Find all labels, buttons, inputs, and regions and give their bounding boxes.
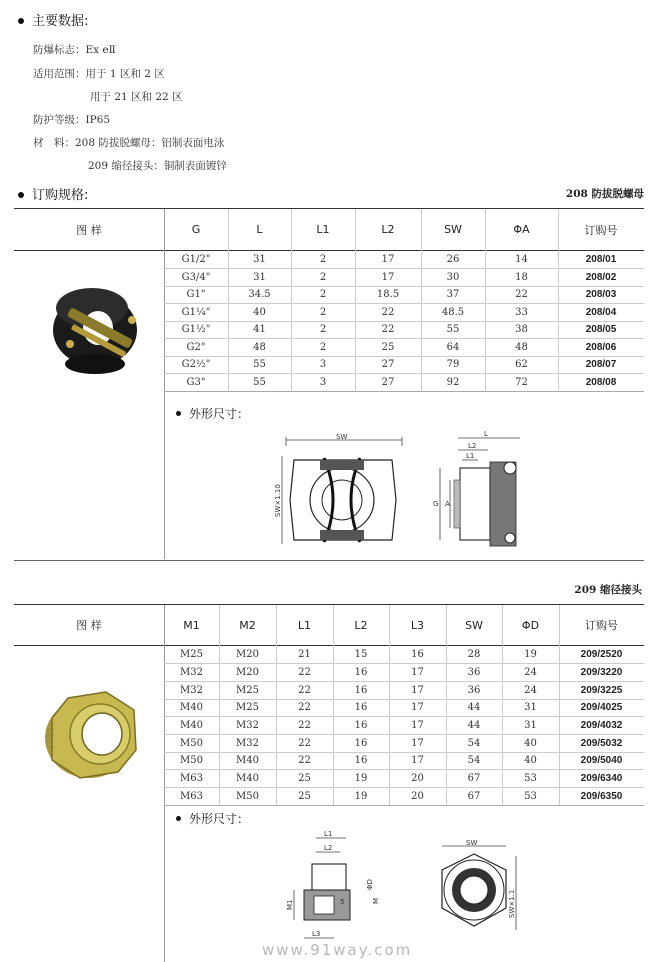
table-cell: M25 <box>219 699 276 717</box>
table-cell: 209/3225 <box>559 681 644 699</box>
table-cell: 209/3220 <box>559 664 644 682</box>
th-l2: L2 <box>381 223 395 236</box>
drawing-208-side <box>428 428 528 552</box>
table-cell: 17 <box>389 699 446 717</box>
table-cell: 209/6350 <box>559 788 644 806</box>
table-cell: 31 <box>502 717 559 735</box>
table-cell: 22 <box>276 752 333 770</box>
watermark-text: www.91way.com <box>262 941 413 959</box>
table-cell: 22 <box>276 734 333 752</box>
col-line <box>485 209 486 391</box>
drawing-209-front <box>432 840 524 936</box>
table-row <box>164 699 644 717</box>
table-cell: G1¼" <box>164 304 228 322</box>
table-cell: 40 <box>228 304 291 322</box>
table-cell: M40 <box>164 717 219 735</box>
table-row <box>164 339 644 357</box>
table-cell: 2 <box>291 286 355 304</box>
table-cell: 26 <box>421 251 485 269</box>
table-cell: 209/5040 <box>559 752 644 770</box>
table-row <box>164 788 644 806</box>
table-cell: 27 <box>355 356 421 374</box>
th-order-no: 订购号 <box>585 619 618 632</box>
table-cell: 44 <box>446 699 502 717</box>
table-cell: G3" <box>164 374 228 392</box>
table209-rows-end <box>164 805 644 806</box>
table-cell: 22 <box>276 681 333 699</box>
table-cell: 208/07 <box>558 356 644 374</box>
table-cell: M40 <box>219 752 276 770</box>
table-cell: M50 <box>164 752 219 770</box>
drawing-label-swx: SW×1.1 <box>508 889 516 918</box>
table209-body <box>164 646 644 806</box>
table-cell: 25 <box>276 770 333 788</box>
th-m1: M1 <box>183 618 200 632</box>
drawing-label-l1: L1 <box>466 452 475 460</box>
table-cell: 37 <box>421 286 485 304</box>
table-cell: 62 <box>485 356 558 374</box>
th-g: G <box>191 223 201 236</box>
col-line <box>389 605 390 805</box>
table-cell: 79 <box>421 356 485 374</box>
spec-explosion-mark: 防爆标志：Ex eⅡ <box>33 44 116 56</box>
table-cell: 16 <box>333 717 389 735</box>
th-figure: 图 样 <box>76 223 102 237</box>
th-phia: ΦA <box>513 223 530 236</box>
table-cell: M32 <box>164 681 219 699</box>
bullet-icon <box>176 411 181 416</box>
table-cell: 17 <box>355 251 421 269</box>
table-cell: 21 <box>276 646 333 664</box>
table-cell: M40 <box>164 699 219 717</box>
table208-caption: 208 防拔脱螺母 <box>565 188 644 200</box>
table-cell: 38 <box>485 321 558 339</box>
drawing-label-sw: SW <box>466 840 478 847</box>
table-cell: 209/5032 <box>559 734 644 752</box>
table-cell: 25 <box>276 788 333 806</box>
table-cell: G2" <box>164 339 228 357</box>
order-spec-title-text: 订购规格: <box>32 188 89 203</box>
table209-shape-label <box>176 810 249 827</box>
table-cell: G3/4" <box>164 269 228 287</box>
drawing-label-g: G <box>433 500 439 508</box>
table-cell: 17 <box>389 752 446 770</box>
table-cell: M20 <box>219 664 276 682</box>
table-cell: M63 <box>164 770 219 788</box>
table-cell: 17 <box>389 717 446 735</box>
table-cell: 67 <box>446 770 502 788</box>
table-cell: 22 <box>276 699 333 717</box>
col-line <box>291 209 292 391</box>
table-cell: 30 <box>421 269 485 287</box>
table209-caption: 209 缩径接头 <box>574 584 642 596</box>
col-line <box>219 605 220 805</box>
table-row <box>164 717 644 735</box>
col-line <box>228 209 229 391</box>
table-cell: 55 <box>228 356 291 374</box>
table-cell: 208/04 <box>558 304 644 322</box>
drawing-label-m: M <box>372 897 380 904</box>
table-cell: 16 <box>333 664 389 682</box>
table-cell: 17 <box>389 681 446 699</box>
table209 <box>14 605 644 645</box>
table-cell: 16 <box>333 734 389 752</box>
table-cell: M50 <box>164 734 219 752</box>
table-cell: 72 <box>485 374 558 392</box>
table-cell: M63 <box>164 788 219 806</box>
table-cell: 17 <box>389 734 446 752</box>
th-l: L <box>256 223 263 236</box>
th-order-no: 订购号 <box>584 223 618 237</box>
col-line <box>421 209 422 391</box>
table-cell: M25 <box>164 646 219 664</box>
spec-protection-grade: 防护等级：IP65 <box>33 114 111 126</box>
table-cell: 24 <box>502 681 559 699</box>
drawing-label-phid: ΦD <box>366 879 374 890</box>
table-cell: G1½" <box>164 321 228 339</box>
drawing-label-l2: L2 <box>468 442 477 450</box>
table208-bottom-rule <box>14 560 644 561</box>
table209-shape-label-text: 外形尺寸： <box>189 812 250 826</box>
table-cell: 54 <box>446 734 502 752</box>
table-cell: 16 <box>333 681 389 699</box>
table-cell: 55 <box>228 374 291 392</box>
drawing-label-a: A <box>445 500 450 508</box>
drawing-208-front <box>272 432 412 552</box>
table-row <box>164 286 644 304</box>
drawing-label-l2: L2 <box>324 844 333 852</box>
table-cell: 22 <box>276 717 333 735</box>
table-cell: 53 <box>502 770 559 788</box>
table-cell: 55 <box>421 321 485 339</box>
table-row <box>164 374 644 392</box>
table-cell: 208/02 <box>558 269 644 287</box>
table-cell: 40 <box>502 734 559 752</box>
table-cell: G1/2" <box>164 251 228 269</box>
table-cell: 22 <box>276 664 333 682</box>
table-cell: 16 <box>333 699 389 717</box>
table-cell: 17 <box>355 269 421 287</box>
main-data-title-text: 主要数据: <box>32 14 89 29</box>
table-cell: G2½" <box>164 356 228 374</box>
spec-material: 材 料：208 防拔脱螺母：铝制表面电泳 <box>33 137 225 149</box>
table-cell: 208/08 <box>558 374 644 392</box>
table-cell: 2 <box>291 339 355 357</box>
table-cell: G1" <box>164 286 228 304</box>
th-sw: SW <box>465 618 483 632</box>
drawing-label-l3: L3 <box>312 930 321 938</box>
table-cell: M32 <box>219 734 276 752</box>
table-cell: 209/4032 <box>559 717 644 735</box>
table-cell: 31 <box>228 251 291 269</box>
table-cell: 2 <box>291 269 355 287</box>
drawing-label-5: 5 <box>340 898 345 906</box>
table-cell: M25 <box>219 681 276 699</box>
table-cell: 28 <box>446 646 502 664</box>
table-cell: M50 <box>219 788 276 806</box>
table-cell: 209/4025 <box>559 699 644 717</box>
table-cell: M32 <box>219 717 276 735</box>
col-line <box>276 605 277 805</box>
table-row <box>164 770 644 788</box>
table-cell: 19 <box>333 770 389 788</box>
table-cell: 92 <box>421 374 485 392</box>
product-209-photo <box>34 680 154 790</box>
table208-shape-label <box>176 405 249 422</box>
drawing-label-swx: SW×1.10 <box>274 484 282 517</box>
th-l1: L1 <box>297 618 312 632</box>
table-row <box>164 321 644 339</box>
bullet-icon <box>176 816 181 821</box>
table-row <box>164 681 644 699</box>
th-l2: L2 <box>354 618 368 632</box>
drawing-label-l1: L1 <box>324 830 333 838</box>
spec-application-range-2: 用于 21 区和 22 区 <box>90 91 183 103</box>
table-cell: 41 <box>228 321 291 339</box>
table-cell: 3 <box>291 356 355 374</box>
drawing-label-l: L <box>484 430 488 438</box>
table-cell: 208/05 <box>558 321 644 339</box>
table-cell: M40 <box>219 770 276 788</box>
table-cell: 20 <box>389 770 446 788</box>
table-cell: 54 <box>446 752 502 770</box>
col-line <box>559 605 560 805</box>
table-cell: 2 <box>291 321 355 339</box>
bullet-icon <box>18 192 24 198</box>
col-line <box>355 209 356 391</box>
table-cell: 18.5 <box>355 286 421 304</box>
col-line <box>333 605 334 805</box>
table208-body <box>164 251 644 392</box>
product-208-photo <box>40 268 150 388</box>
th-figure: 图 样 <box>76 619 102 632</box>
spec-material-2: 209 缩径接头：铜制表面镀锌 <box>88 160 227 172</box>
table-row <box>164 664 644 682</box>
bullet-icon <box>18 18 24 24</box>
table-row <box>164 752 644 770</box>
col-line <box>558 209 559 391</box>
table-cell: 19 <box>333 788 389 806</box>
table-cell: 24 <box>502 664 559 682</box>
table208 <box>14 209 644 250</box>
table-cell: 36 <box>446 664 502 682</box>
table208-rows-end <box>164 391 644 392</box>
table-cell: 16 <box>333 752 389 770</box>
table-cell: 22 <box>355 304 421 322</box>
table-row <box>164 734 644 752</box>
th-sw: SW <box>444 223 462 236</box>
table-cell: 14 <box>485 251 558 269</box>
table-cell: M32 <box>164 664 219 682</box>
col-line <box>502 605 503 805</box>
table-row <box>164 304 644 322</box>
table-cell: 2 <box>291 304 355 322</box>
table-row <box>164 251 644 269</box>
table-row <box>164 269 644 287</box>
th-m2: M2 <box>239 618 256 632</box>
th-l3: L3 <box>410 618 425 632</box>
table-cell: 22 <box>485 286 558 304</box>
table-cell: 2 <box>291 251 355 269</box>
table-cell: 31 <box>228 269 291 287</box>
table-cell: 36 <box>446 681 502 699</box>
table-cell: M20 <box>219 646 276 664</box>
table-cell: 48 <box>228 339 291 357</box>
table-cell: 209/2520 <box>559 646 644 664</box>
spec-application-range: 适用范围：用于 1 区和 2 区 <box>33 68 165 80</box>
table-cell: 17 <box>389 664 446 682</box>
main-data-title <box>18 10 88 29</box>
table-row <box>164 356 644 374</box>
table-cell: 25 <box>355 339 421 357</box>
table-cell: 27 <box>355 374 421 392</box>
drawing-209-side <box>284 826 380 948</box>
table-cell: 40 <box>502 752 559 770</box>
th-phid: ΦD <box>521 618 540 632</box>
table-cell: 208/01 <box>558 251 644 269</box>
drawing-label-sw: SW <box>336 433 348 441</box>
col-line <box>446 605 447 805</box>
table-cell: 48 <box>485 339 558 357</box>
table-cell: 3 <box>291 374 355 392</box>
table-cell: 208/03 <box>558 286 644 304</box>
table-cell: 209/6340 <box>559 770 644 788</box>
table-cell: 33 <box>485 304 558 322</box>
table-cell: 67 <box>446 788 502 806</box>
table-cell: 208/06 <box>558 339 644 357</box>
table-row <box>164 646 644 664</box>
table208-shape-label-text: 外形尺寸： <box>189 407 250 421</box>
table-cell: 18 <box>485 269 558 287</box>
table-cell: 16 <box>389 646 446 664</box>
table-cell: 15 <box>333 646 389 664</box>
table-cell: 20 <box>389 788 446 806</box>
drawing-label-m1: M1 <box>286 899 294 910</box>
table-cell: 19 <box>502 646 559 664</box>
table-cell: 34.5 <box>228 286 291 304</box>
th-l1: L1 <box>316 223 330 236</box>
table-cell: 22 <box>355 321 421 339</box>
table-cell: 31 <box>502 699 559 717</box>
table-cell: 44 <box>446 717 502 735</box>
table-cell: 48.5 <box>421 304 485 322</box>
table-cell: 53 <box>502 788 559 806</box>
order-spec-title <box>18 184 88 203</box>
table-cell: 64 <box>421 339 485 357</box>
